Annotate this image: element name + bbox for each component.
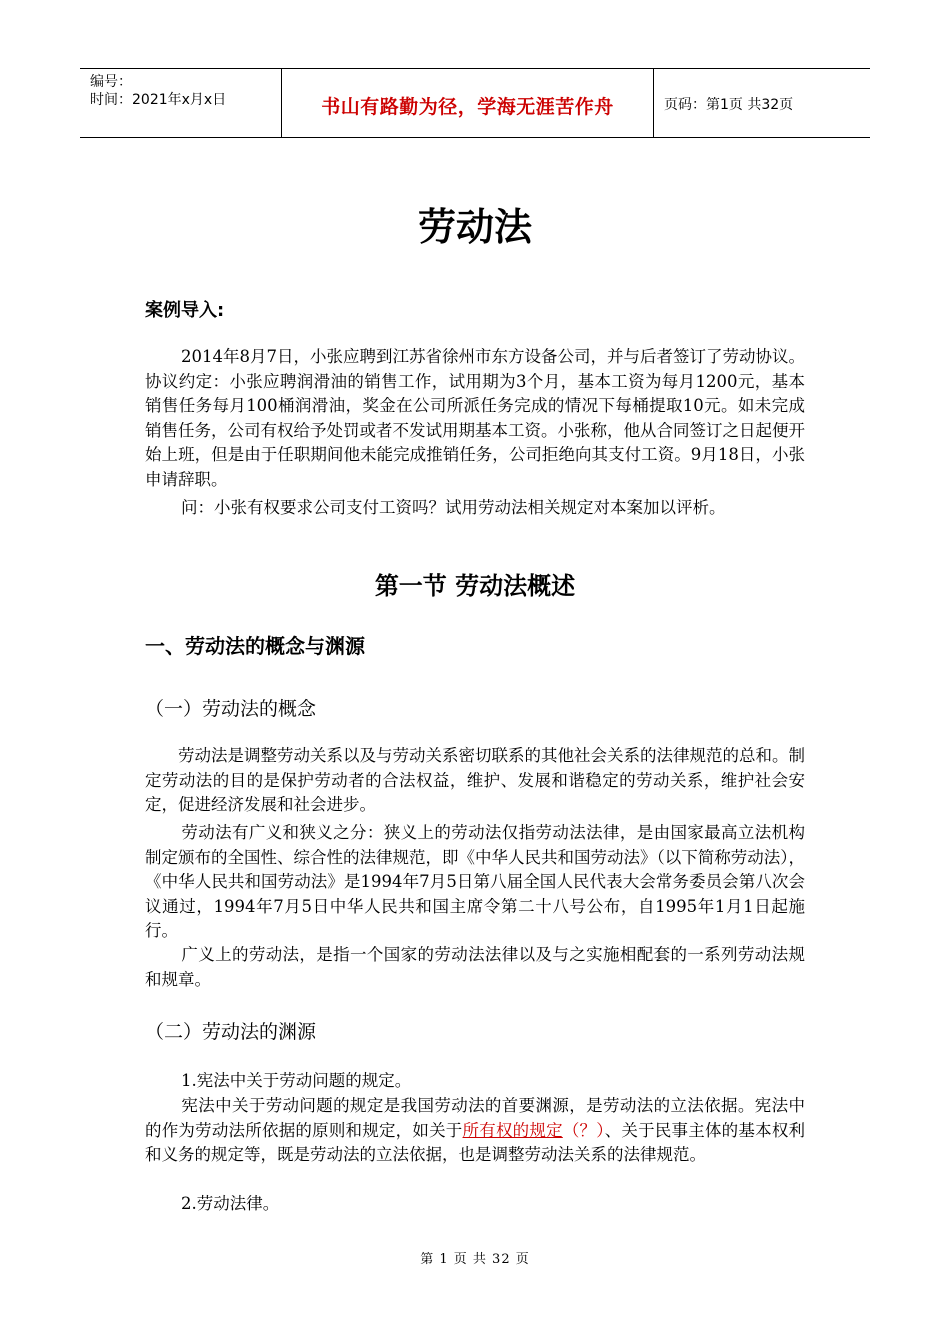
- number-label: 编号：: [90, 74, 132, 90]
- case-question: 问：小张有权要求公司支付工资吗？试用劳动法相关规定对本案加以评析。: [181, 498, 726, 517]
- subsection-title: 一、劳动法的概念与渊源: [145, 634, 365, 658]
- header-motto: 书山有路勤为径，学海无涯苦作舟: [282, 69, 654, 137]
- source-item-2: 2.劳动法律。: [181, 1194, 280, 1213]
- header-meta: [80, 69, 282, 137]
- source-heading: （二）劳动法的渊源: [145, 1021, 317, 1043]
- page-footer: 第 1 页 共 32 页: [420, 1252, 530, 1267]
- case-heading: 案例导入:: [145, 300, 225, 321]
- concept-paragraph-1: 劳动法是调整劳动关系以及与劳动关系密切联系的其他社会关系的法律规范的总和。制定劳动法的目的是保护劳动者的合法权益，维护、发展和谐稳定的劳动关系，维护社会安定，促进经济发展和社会进步。: [145, 746, 805, 814]
- section-title: 第一节 劳动法概述: [374, 572, 576, 600]
- source-item-1: 1.宪法中关于劳动问题的规定。: [181, 1071, 412, 1090]
- source-item-1-text: 宪法中关于劳动问题的规定是我国劳动法的首要渊源，是劳动法的立法依据。宪法中的作为劳动法所依据的原则和规定，如关于所有权的规定（？）、关于民事主体的基本权利和义务的规定等，既是劳动法的立法依据，也是调整劳动法关系的法律规范。: [145, 1096, 806, 1164]
- question-mark: （？）: [562, 1120, 605, 1140]
- time-label: 时间：2021年x月x日: [90, 92, 227, 108]
- case-paragraph: 2014年8月7日，小张应聘到江苏省徐州市东方设备公司，并与后者签订了劳动协议。协议约定：小张应聘润滑油的销售工作，试用期为3个月，基本工资为每月1200元，基本销售任务每月100桶润滑油，奖金在公司所派任务完成的情况下每桶提取10元。如未完成销售任务，公司有权给予处罚或者不发试用期基本工资。小张称，他从合同签订之日起便开始上班，但是由于任职期间他未能完成推销任务，公司拒绝向其支付工资。9月18日，小张申请辞职。: [145, 347, 805, 489]
- concept-heading: （一）劳动法的概念: [145, 698, 317, 720]
- header-page-info: 页码：第1页 共32页: [664, 97, 794, 113]
- header-table: [80, 68, 870, 138]
- document-title: 劳动法: [417, 205, 532, 249]
- concept-paragraph-3: 广义上的劳动法，是指一个国家的劳动法法律以及与之实施相配套的一系列劳动法规和规章。: [145, 945, 805, 989]
- ownership-link[interactable]: 所有权的规定: [462, 1120, 563, 1140]
- concept-paragraph-2: 劳动法有广义和狭义之分：狭义上的劳动法仅指劳动法法律，是由国家最高立法机构制定颁布的全国性、综合性的法律规范，即《中华人民共和国劳动法》（以下简称劳动法），《中华人民共和国劳动法》是1994年7月5日第八届全国人民代表大会常务委员会第八次会议通过，1994年7月5日中华人民共和国主席令第二十八号公布，自1995年1月1日起施行。: [145, 823, 805, 940]
